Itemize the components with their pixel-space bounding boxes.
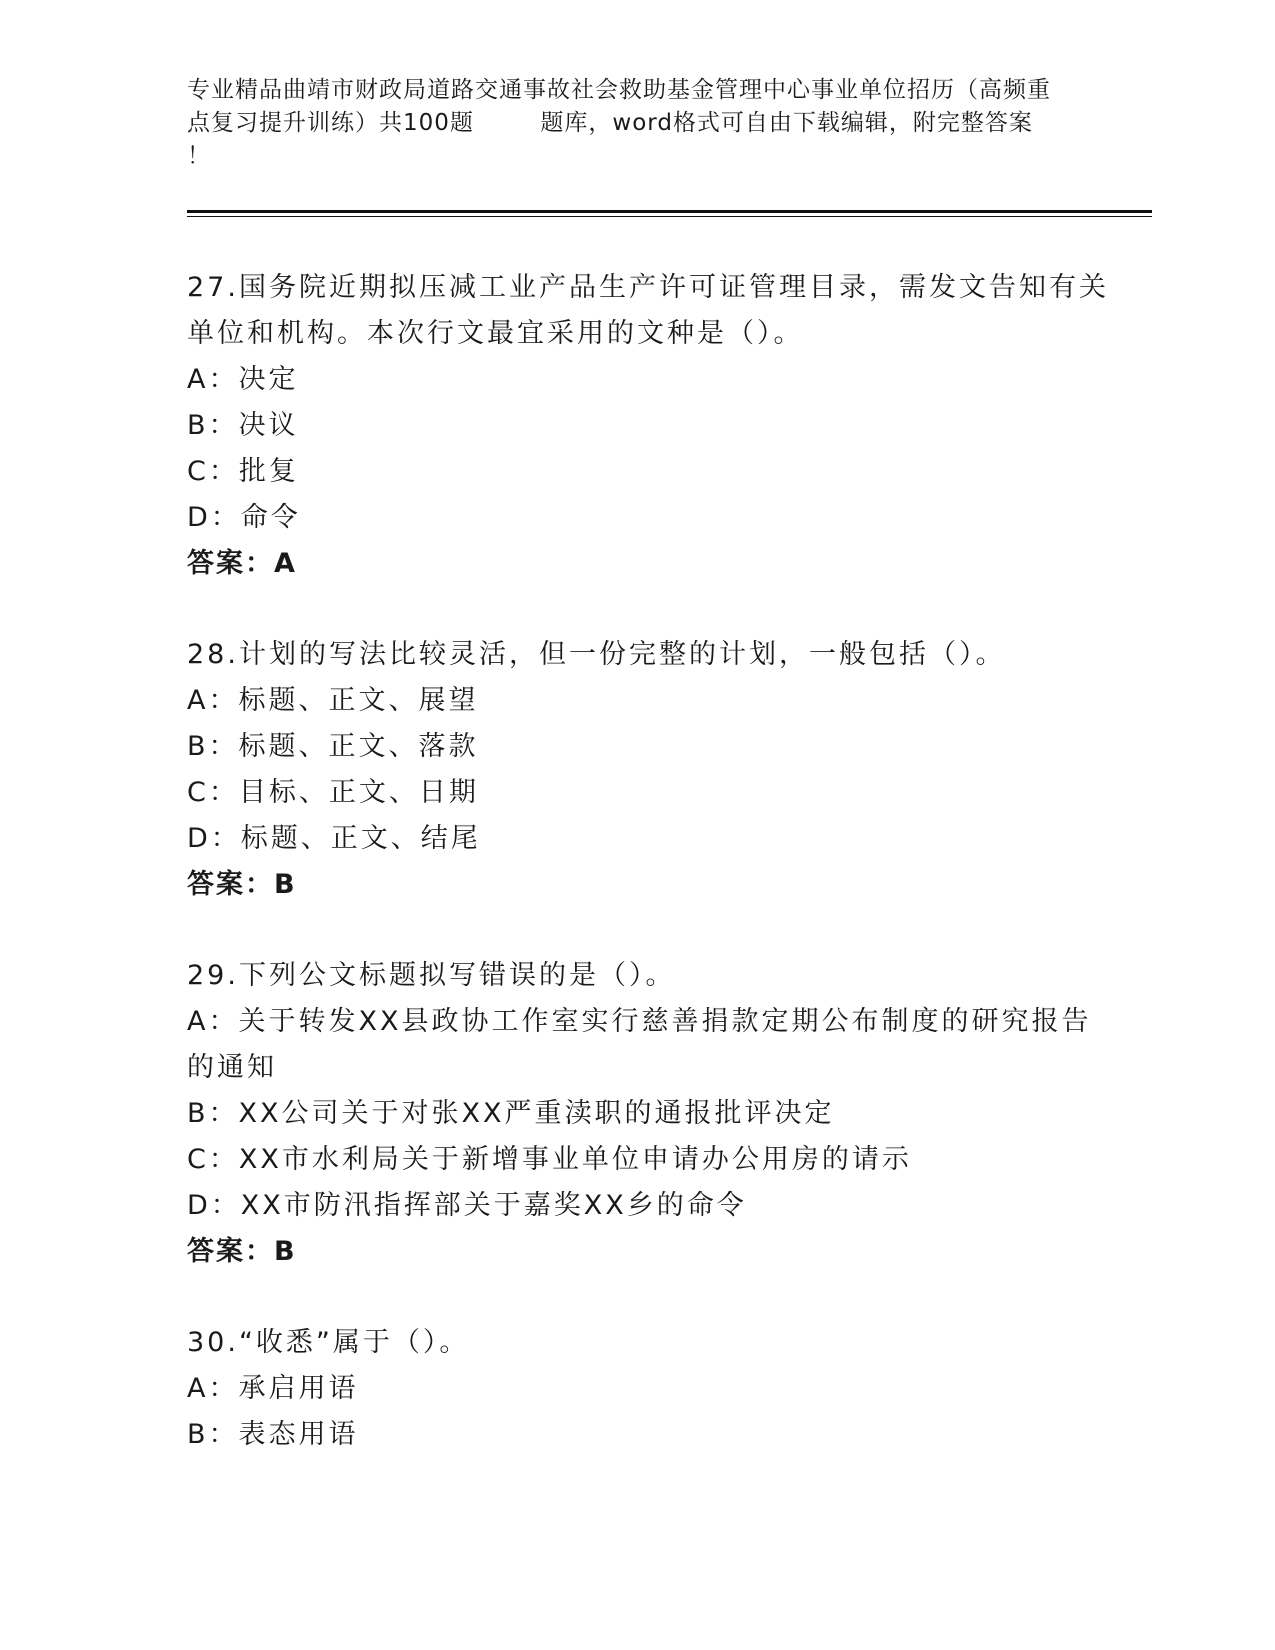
- header-divider-thin: [187, 216, 1152, 217]
- question-list: [187, 265, 1109, 1458]
- question-27: [187, 265, 1109, 587]
- option-a-continued: 的通知: [187, 1052, 277, 1083]
- question-stem: 27.国务院近期拟压减工业产品生产许可证管理目录，需发文告知有关: [187, 272, 1109, 303]
- option-d: D：XX市防汛指挥部关于嘉奖XX乡的命令: [187, 1190, 747, 1221]
- option-c: C：批复: [187, 456, 299, 487]
- option-a: A：标题、正文、展望: [187, 685, 479, 716]
- option-d: D：命令: [187, 502, 301, 533]
- question-stem: 30.“收悉”属于（）。: [187, 1327, 470, 1358]
- option-a: A：承启用语: [187, 1373, 359, 1404]
- option-b: B：XX公司关于对张XX严重渎职的通报批评决定: [187, 1098, 835, 1129]
- option-b: B：表态用语: [187, 1419, 359, 1450]
- option-c: C：目标、正文、日期: [187, 777, 479, 808]
- question-stem: 28.计划的写法比较灵活，但一份完整的计划，一般包括（）。: [187, 639, 1006, 670]
- answer: 答案：B: [187, 869, 297, 900]
- question-stem: 29.下列公文标题拟写错误的是（）。: [187, 960, 676, 991]
- option-d: D：标题、正文、结尾: [187, 823, 481, 854]
- header-divider: [187, 210, 1152, 213]
- question-29: [187, 953, 1092, 1275]
- option-a: A：决定: [187, 364, 299, 395]
- option-b: B：决议: [187, 410, 299, 441]
- answer: 答案：B: [187, 1236, 297, 1267]
- option-a: A：关于转发XX县政协工作室实行慈善捐款定期公布制度的研究报告: [187, 1006, 1092, 1037]
- header-line: 点复习提升训练）共100题 题库，word格式可自由下载编辑，附完整答案: [187, 110, 1033, 136]
- option-c: C：XX市水利局关于新增事业单位申请办公用房的请示: [187, 1144, 912, 1175]
- header-line: 专业精品曲靖市财政局道路交通事故社会救助基金管理中心事业单位招历（高频重: [187, 77, 1051, 103]
- answer: 答案：A: [187, 548, 297, 579]
- option-b: B：标题、正文、落款: [187, 731, 479, 762]
- header-line: ！: [187, 143, 211, 169]
- question-28: [187, 632, 1087, 908]
- document-header: [187, 74, 1087, 173]
- question-30: [187, 1320, 1087, 1458]
- question-stem: 单位和机构。本次行文最宜采用的文种是（）。: [187, 318, 804, 349]
